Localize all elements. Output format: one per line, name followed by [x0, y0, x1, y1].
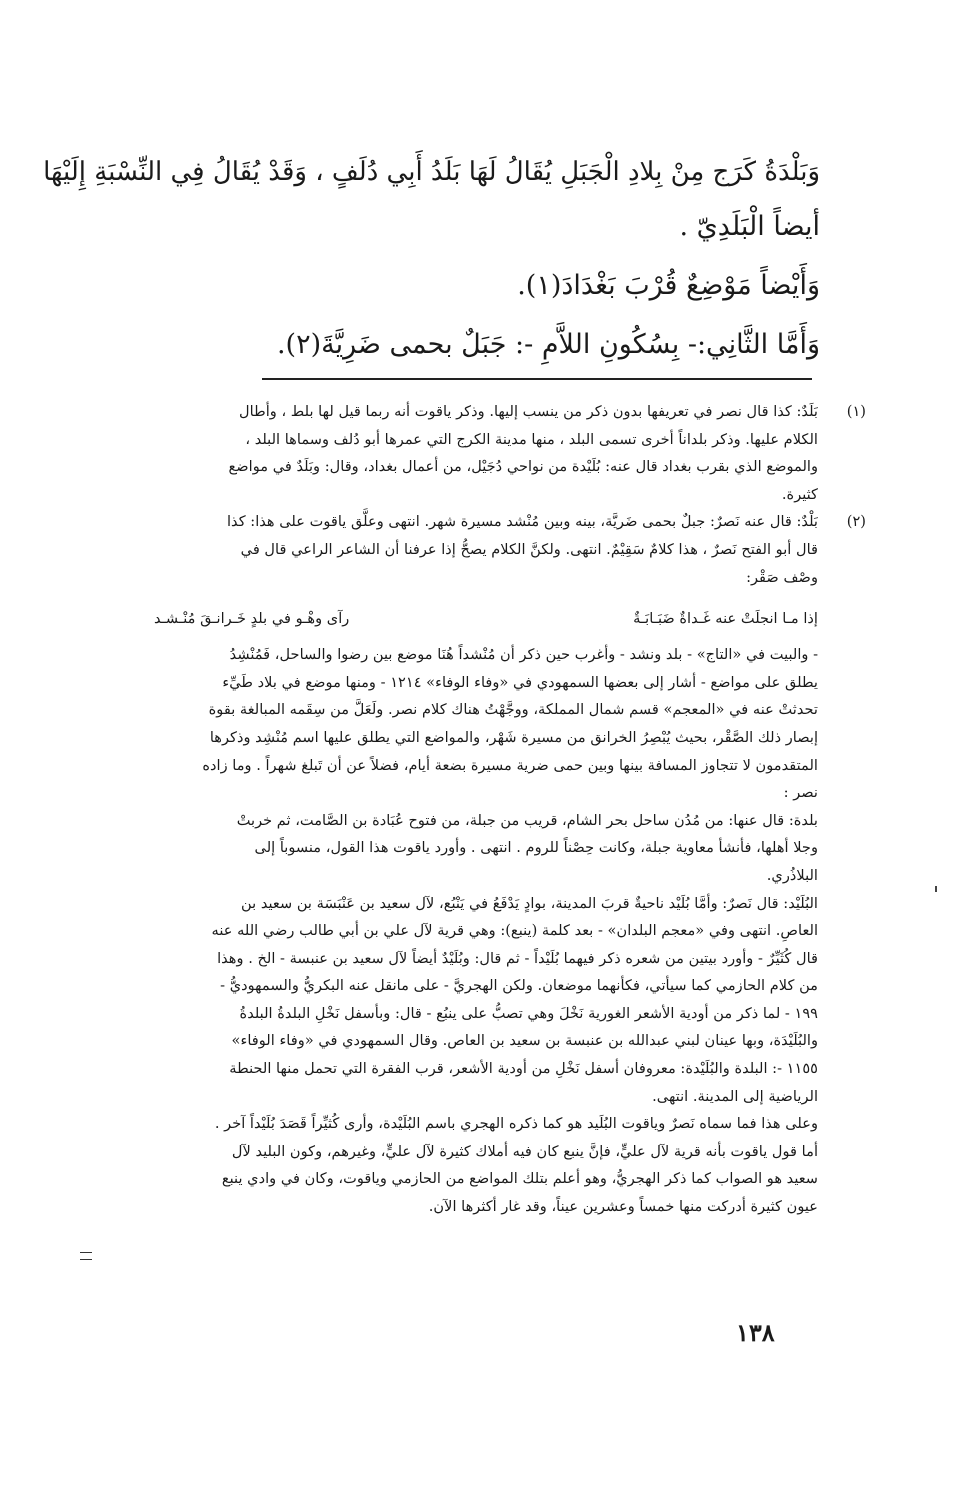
footnote-line: ١١٥٥ -: البلدة والبُلَيْدة: معروفان أسفل نَخْلِ من أودية الأشعر، قرب الفقرة التي تحمل منها الحنطة — [229, 1060, 818, 1078]
footnote-line: بَلَدٌ: كذا قال نصر في تعريفها بدون ذكر من ينسب إليها. وذكر ياقوت أنه ربما قيل لها بلط ، وأطال — [239, 403, 818, 420]
main-line-1: وَبَلْدَةُ كَرَج مِنْ بِلادِ الْجَبَلِ يُقَالُ لَهَا بَلَدُ أَبِي دُلَفٍ ، وَقَدْ يُقَالُ فِي النِّسْبَةِ إِلَيْهَا — [43, 157, 820, 187]
footnote-line: عيون كثيرة أدركت منها خمساً وعشرين عيناً، وقد غار أكثرها الآن. — [428, 1198, 818, 1216]
main-text — [43, 150, 820, 194]
footnote-line: الرياضية إلى المدينة. انتهى. — [652, 1087, 818, 1105]
main-line-4: وَأَمَّا الثَّانِي:- بِسُكُونِ اللاَّمِ -: جَبَلٌ بحمى ضَرِيَّةَ(٢). — [276, 329, 820, 360]
footnote-line: والموضع الذي بقرب بغداد قال عنه: بُلَيْدة من نواحي دُجَيْل، من أعمال بغداد، وقال: وبَلَدٌ في مواضع — [228, 458, 818, 476]
footnote-line: العاصِ. انتهى وفي «معجم البلدان» - بعد كلمة (ينبع): وهي قرية لآل علي بن أبي طالب رضي الله عنه — [211, 922, 818, 940]
footnote-line: من كلام الحازمي كما سيأتي، فكأنهما موضعان. ولكن الهجريَّ - على مانقل عنه البكريُّ والسمهوديُّ - — [220, 977, 818, 995]
footnote-line: كثيرة. — [781, 485, 818, 503]
footnote-line: وجلا أهلها، فأنشأ معاوية جبلة، وكانت حِصْناً للروم . انتهى . وأورد ياقوت هذا القول، منسوباً إلى — [254, 839, 818, 857]
footnote-line: المتقدمون لا تتجاوز المسافة بينها وبين حمى ضرية مسيرة بضعة أيام، فضلاً عن أن تَبلغ شهراً . وما زاده — [202, 756, 818, 774]
footnote-line: - والبيت في «التاج» - بلد ونشد - وأغرب حين ذكر أن مُنْشداً هُنَا موضع بين رضوا والساحل، فَمُنْشِدُ — [229, 646, 818, 664]
main-line-3: وَأَيْضاً مَوْضِعٌ قُرْبَ بَغْدَادَ(١). — [517, 270, 820, 301]
footnote-line: أما قول ياقوت بأنه قرية لآل عليٍّ، فإنَّ ينبع كان فيه أملاك كثيرة لآل عليٍّ، وغيرهم، وكون البليد لآل — [231, 1142, 818, 1160]
footnote-line: قال أبو الفتح نَصرٌ ، هذا كلامٌ سَقِيْمٌ. انتهى. ولكنَّ الكلام يصحُّ إذا عرفنا أن الشاعر الراعي قال في — [240, 540, 818, 558]
verse-second-hemistich: رآى وهْـو في بلدٍ خَـرانـقَ مُنْـشـد — [154, 610, 350, 628]
main-text-3 — [140, 264, 820, 308]
main-text-4 — [140, 323, 820, 367]
margin-dot — [935, 886, 937, 892]
footnote-line: قال كُثَيِّرٌ - وأورد بيتين من شعره ذكر فيهما بُلَيْداً - ثم قال: وبُلَيْدٌ أيضاً لآل سعيد بن عنبسة - الخ . وهذا — [217, 949, 818, 967]
footnote-line: بلدة: قال عنها: من مُدُن ساحل بحر الشام، قريب من جبلة، من فتوح عُبَادة بن الصَّامت، ثم خربتْ — [236, 811, 818, 829]
footnote-line: ١٩٩ - لما ذكر من أودية الأشعر الغورية نَخْلَ وهي تصبُّ على ينبُع - قال: وبأسفل نَخْلِ البلدةُ البلدةُ — [239, 1004, 818, 1022]
footnote-line: والبُلَيْدَة، وبها عينان لبني عبدالله بن عنبسة بن سعيد بن العاص. وقال السمهودي في «وفاء الوفاء» — [231, 1032, 818, 1050]
poem-verse — [154, 597, 818, 641]
footnote-line: نصر : — [783, 784, 818, 802]
footnote-line: سعيد هو الصواب كما ذكر الهجريُّ، وهو أعلم بتلك المواضع من الحازمي وياقوت، وكان في وادي ينبع — [221, 1170, 818, 1188]
footnote-line: إبصار ذلك الصَّقْر، بحيث يُبْصِرُ الخرانق من مسيرة شَهْر، والمواضع التي يطلق عليها اسم مُنْشِد وذكرها — [209, 728, 818, 746]
footnote-line: وعلى هذا فما سماه نَصرٌ وياقوت البُلَيد هو كما ذكره الهجري باسم البُلَيْدة، وأرى كُثيِّراً قَصَدَ بُلَيْداً آخر . — [214, 1115, 818, 1133]
footnote-1 — [154, 398, 866, 508]
footnote-line: بَلْدٌ: قال عنه نَصرٌ: جبلٌ بحمى ضَريَّة، بينه وبين مُنْشد مسيرة شهر. انتهى وعلَّق ياقوت على هذا: كذا — [226, 513, 818, 531]
main-line-2: أيضاً الْبَلَدِيّ . — [679, 211, 820, 242]
footnote-line: يطلق على مواضع - أشار إلى بعضها السمهودي في «وفاء الوفاء» ١٢١٤ - ومنها موضع في بلاد طَيِّء — [222, 673, 818, 691]
main-text-2 — [140, 205, 820, 249]
margin-mark — [80, 1252, 92, 1260]
footnote-line: البلاذُري. — [766, 866, 818, 884]
page-number: ١٣٨ — [736, 1318, 775, 1347]
footnotes — [154, 398, 866, 1221]
footnote-number: (١) — [846, 403, 866, 420]
footnote-2 — [154, 508, 866, 1220]
footnote-line: تحدثتْ عنه في «المعجم» قسم شمال المملكة، ووجَّهْتُ هناك كلام نصر. ولَعَلَّ من سِقَمه المبالغة بقوة — [208, 701, 818, 719]
footnote-number: (٢) — [846, 513, 866, 531]
footnote-line: الكلام عليها. وذكر بلداناً أخرى تسمى البلد ، منها مدينة الكرج التي عمرها أبو دُلف وسماها البلد ، — [245, 430, 818, 448]
verse-first-hemistich: إذا مـا انجلَتْ عنه غَـداةٌ ضَبَـابَـةٌ — [633, 610, 818, 628]
footnote-line: وصْف صَقْر: — [746, 568, 818, 586]
footnote-separator — [262, 378, 812, 380]
footnote-line: البُلَيْد: قال نَصرٌ: وأمَّا بُلَيْد ناحيةٌ قربَ المدينة، بوادٍ يَدْفَعُ في يَنْبُع، لآل سعيد بن عَنْبَسَة بن سعيد بن — [241, 894, 818, 912]
